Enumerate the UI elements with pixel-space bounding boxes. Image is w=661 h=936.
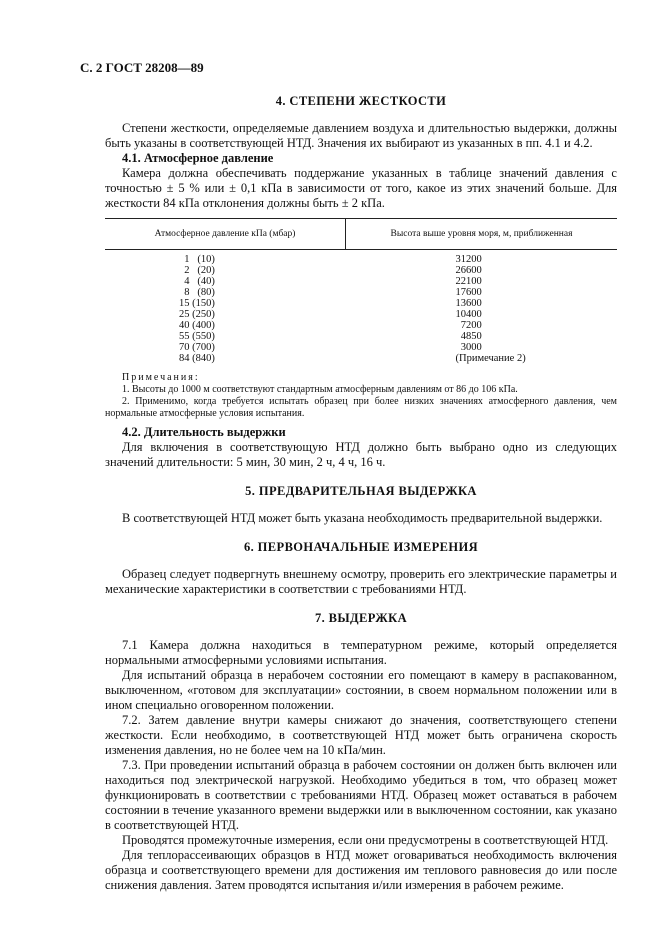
- subsection-4-1-title: 4.1. Атмосферное давление: [122, 151, 274, 165]
- altitude-value: 13600: [455, 298, 482, 309]
- subsection-4-1-text: Камера должна обеспечивать поддержание указанных в таблице значений давления с точностью ± 5 % или ± 0,1 кПа в зависимости от того, какое из этих значений больше. Для жесткости 84 кПа отклонения должны быть ± 2 кПа.: [105, 166, 617, 210]
- section-7-3-text: 7.3. При проведении испытаний образца в рабочем состоянии он должен быть включен или находиться под электрической нагрузкой. Необходимо убедиться в том, что образец может функционировать в соответствии с требованиями НТД. Образец может оставаться в рабочем состоянии в течение указанного времени выдержки или в выключенном состоянии, как указано в соответствующей НТД.: [105, 758, 617, 832]
- altitude-value: 10400: [455, 309, 482, 320]
- pressure-value: 55 (550): [179, 331, 215, 342]
- section-7-2-text: 7.2. Затем давление внутри камеры снижают до значения, соответствующего степени жесткости. Если необходимо, в соответствующей НТД может быть ограничена скорость изменения давления, но не более чем на 10 кПа/мин.: [105, 713, 617, 757]
- altitude-value: 3000: [455, 342, 482, 353]
- altitude-value: 26600: [455, 265, 482, 276]
- section-7-1-text: 7.1 Камера должна находиться в температурном режиме, который определяется нормальными атмосферными условиями испытания.: [105, 638, 617, 667]
- pressure-value: 70 (700): [179, 342, 215, 353]
- pressure-value: 40 (400): [179, 320, 215, 331]
- note-2: 2. Применимо, когда требуется испытать образец при более низких значениях атмосферного давления, чем нормальные атмосферные условия испытания.: [105, 396, 617, 419]
- notes-title: Примечания:: [122, 372, 200, 383]
- altitude-value: (Примечание 2): [455, 353, 526, 364]
- section-6-text: Образец следует подвергнуть внешнему осмотру, проверить его электрические параметры и механические характеристики в соответствии с требованиями НТД.: [105, 567, 617, 596]
- section-5-text: В соответствующей НТД может быть указана необходимость предварительной выдержки.: [122, 511, 603, 525]
- pressure-value: 15 (150): [179, 298, 215, 309]
- altitude-value: 7200: [455, 320, 482, 331]
- table-header-altitude: Высота выше уровня моря, м, приближенная: [346, 219, 618, 250]
- pressure-value: 8 (80): [179, 287, 215, 298]
- page-content: [105, 94, 617, 893]
- subsection-4-2-title: 4.2. Длительность выдержки: [122, 425, 286, 439]
- pressure-altitude-table: [105, 218, 617, 364]
- section-4-intro: Степени жесткости, определяемые давлением воздуха и длительностью выдержки, должны быть указаны в соответствующей НТД. Значения их выбирают из указанных в пп. 4.1 и 4.2.: [105, 121, 617, 150]
- section-5-title: 5. ПРЕДВАРИТЕЛЬНАЯ ВЫДЕРЖКА: [245, 484, 477, 498]
- subsection-4-2-text: Для включения в соответствующую НТД должно быть выбрано одно из следующих значений длительности: 5 мин, 30 мин, 2 ч, 4 ч, 16 ч.: [105, 440, 617, 469]
- section-7-p5: Проводятся промежуточные измерения, если они предусмотрены в соответствующей НТД.: [122, 833, 609, 847]
- section-7-p2: Для испытаний образца в нерабочем состоянии его помещают в камеру в распакованном, выключенном, «готовом для эксплуатации» состоянии, в своем нормальном положении или в ином специально оговоренном положении.: [105, 668, 617, 712]
- table-header-pressure: Атмосферное давление кПа (мбар): [105, 219, 346, 250]
- note-1: 1. Высоты до 1000 м соответствуют стандартным атмосферным давлениям от 86 до 106 кПа.: [122, 384, 518, 395]
- pressure-value: 1 (10): [179, 254, 215, 265]
- pressure-column: [105, 250, 346, 365]
- section-4-title: 4. СТЕПЕНИ ЖЕСТКОСТИ: [275, 94, 447, 108]
- pressure-value: 4 (40): [179, 276, 215, 287]
- altitude-value: 17600: [455, 287, 482, 298]
- section-6-title: 6. ПЕРВОНАЧАЛЬНЫЕ ИЗМЕРЕНИЯ: [243, 540, 479, 554]
- section-7-title: 7. ВЫДЕРЖКА: [314, 611, 408, 625]
- pressure-value: 2 (20): [179, 265, 215, 276]
- section-7-p6: Для теплорассеивающих образцов в НТД может оговариваться необходимость включения образца и соответствующего времени для достижения им теплового равновесия до или после снижения давления. Затем проводятся испытания и/или измерения в рабочем режиме.: [105, 848, 617, 892]
- altitude-value: 31200: [455, 254, 482, 265]
- altitude-value: 22100: [455, 276, 482, 287]
- page-header: С. 2 ГОСТ 28208—89: [80, 60, 204, 75]
- altitude-column: [346, 250, 618, 365]
- pressure-value: 25 (250): [179, 309, 215, 320]
- altitude-value: 4850: [455, 331, 482, 342]
- pressure-value: 84 (840): [179, 353, 215, 364]
